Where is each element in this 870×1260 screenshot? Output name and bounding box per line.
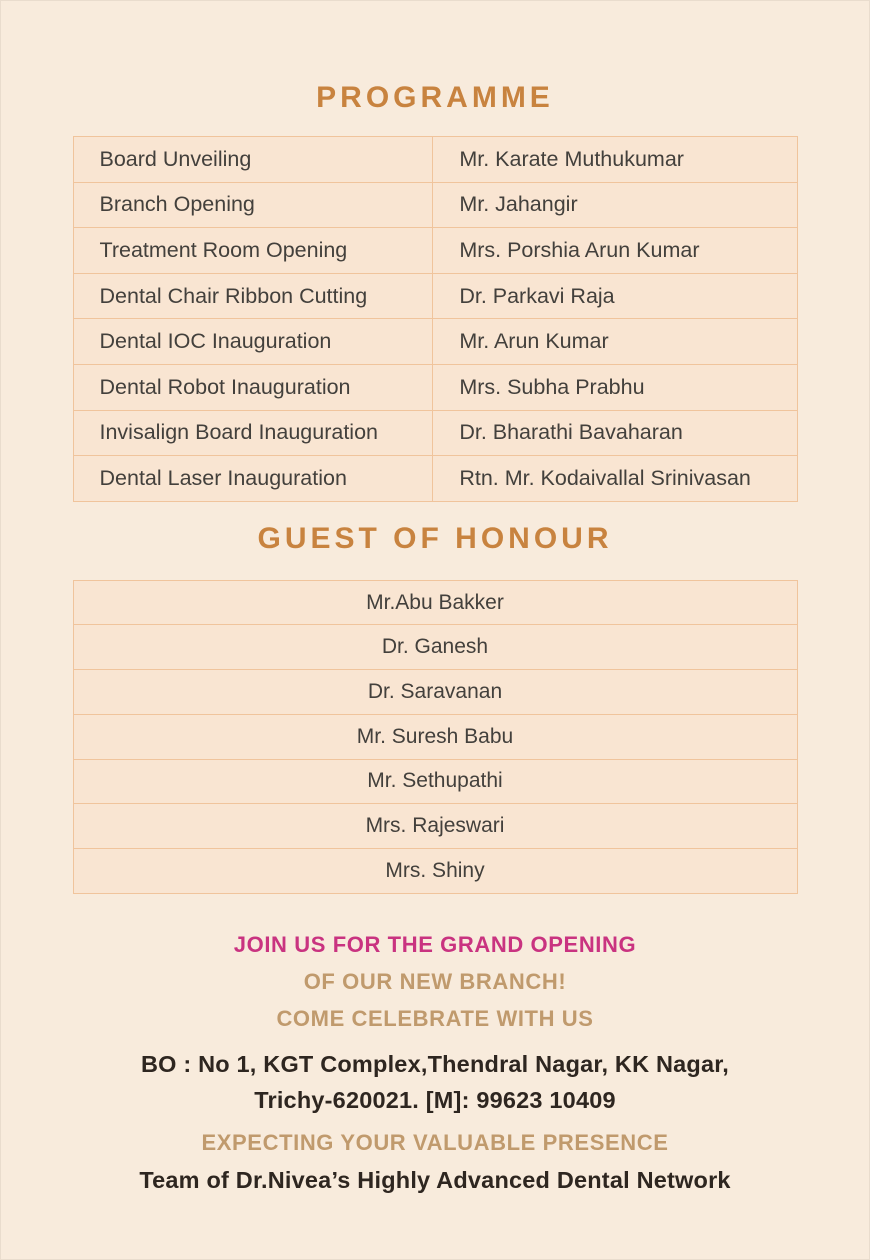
guest-name-cell: Mr. Sethupathi	[73, 759, 797, 804]
invite-line-2: OF OUR NEW BRANCH!	[303, 968, 567, 994]
programme-item-cell: Dental IOC Inauguration	[73, 319, 433, 365]
table-row	[73, 410, 797, 456]
table-row	[73, 182, 797, 228]
programme-person-cell: Dr. Bharathi Bavaharan	[433, 410, 797, 456]
guest-table	[73, 580, 798, 894]
table-row	[73, 625, 797, 670]
programme-item-cell: Invisalign Board Inauguration	[73, 410, 433, 456]
programme-person-cell: Mr. Arun Kumar	[433, 319, 797, 365]
programme-person-cell: Mrs. Porshia Arun Kumar	[433, 228, 797, 274]
table-row	[73, 273, 797, 319]
programme-item-cell: Dental Laser Inauguration	[73, 456, 433, 502]
programme-table	[73, 136, 798, 502]
table-row	[73, 319, 797, 365]
address-line-2: Trichy-620021. [M]: 99623 10409	[254, 1086, 616, 1113]
guest-name-cell: Mrs. Shiny	[73, 848, 797, 893]
footer-section	[1, 930, 869, 1194]
table-row	[73, 456, 797, 502]
programme-person-cell: Mr. Jahangir	[433, 182, 797, 228]
expecting-line: EXPECTING YOUR VALUABLE PRESENCE	[201, 1129, 669, 1155]
guest-of-honour-title: GUEST OF HONOUR	[257, 521, 613, 555]
table-row	[73, 670, 797, 715]
programme-item-cell: Dental Chair Ribbon Cutting	[73, 273, 433, 319]
address-line-1: BO : No 1, KGT Complex,Thendral Nagar, KK Nagar,	[140, 1050, 730, 1077]
guest-name-cell: Dr. Saravanan	[73, 670, 797, 715]
programme-item-cell: Treatment Room Opening	[73, 228, 433, 274]
programme-person-cell: Mr. Karate Muthukumar	[433, 137, 797, 183]
invite-line-1: JOIN US FOR THE GRAND OPENING	[233, 931, 637, 957]
programme-item-cell: Dental Robot Inauguration	[73, 364, 433, 410]
table-row	[73, 714, 797, 759]
guest-name-cell: Dr. Ganesh	[73, 625, 797, 670]
programme-person-cell: Rtn. Mr. Kodaivallal Srinivasan	[433, 456, 797, 502]
table-row	[73, 580, 797, 625]
programme-title: PROGRAMME	[316, 81, 554, 114]
table-row	[73, 848, 797, 893]
branch-address	[1, 1046, 869, 1118]
programme-item-cell: Branch Opening	[73, 182, 433, 228]
programme-person-cell: Dr. Parkavi Raja	[433, 273, 797, 319]
table-row	[73, 364, 797, 410]
invite-line-3: COME CELEBRATE WITH US	[276, 1005, 594, 1031]
programme-item-cell: Board Unveiling	[73, 137, 433, 183]
programme-person-cell: Mrs. Subha Prabhu	[433, 364, 797, 410]
table-row	[73, 804, 797, 849]
team-signature-line: Team of Dr.Nivea’s Highly Advanced Dental Network	[139, 1166, 731, 1193]
guest-name-cell: Mrs. Rajeswari	[73, 804, 797, 849]
table-row	[73, 759, 797, 804]
table-row	[73, 228, 797, 274]
guest-name-cell: Mr. Suresh Babu	[73, 714, 797, 759]
guest-name-cell: Mr.Abu Bakker	[73, 580, 797, 625]
table-row	[73, 137, 797, 183]
